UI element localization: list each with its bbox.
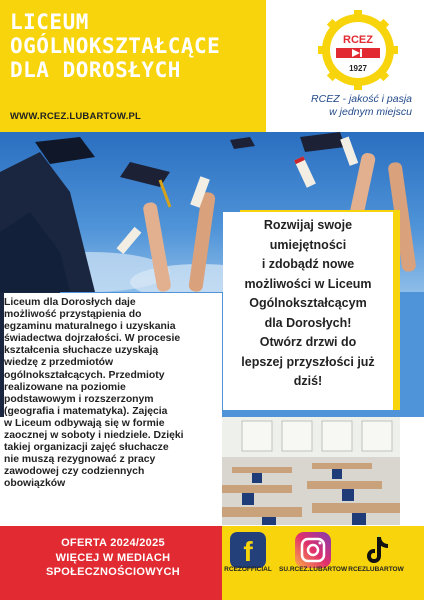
diode-icon <box>336 48 380 58</box>
callout-line: i zdobądź nowe <box>261 257 355 271</box>
offer-line: SPOŁECZNOŚCIOWYCH <box>45 566 181 578</box>
description-line: (geografia i matematyka). Zajęcia <box>4 405 168 417</box>
tagline-line: w jednym miejscu <box>329 106 412 118</box>
logo-year: 1927 <box>349 64 367 73</box>
description-line: świadectwa dojrzałości. W procesie <box>4 333 181 345</box>
offer-line: WIĘCEJ W MEDIACH <box>55 551 171 564</box>
instagram-icon[interactable] <box>295 532 331 568</box>
description-line: w Liceum odbywają się w formie <box>4 417 165 429</box>
callout-line: możliwości w Liceum <box>244 276 372 291</box>
description-line: kształcenia słuchacze uzyskają <box>4 345 159 357</box>
title-line: DLA DOROSŁYCH <box>10 58 181 82</box>
description-line: egzaminu maturalnego i uzyskania <box>4 321 176 333</box>
title-line: LICEUM <box>10 10 89 34</box>
callout-line: Otwórz drzwi do <box>259 335 357 349</box>
description-line: realizowane na poziomie <box>4 381 126 393</box>
offer-line: OFERTA 2024/2025 <box>61 537 165 549</box>
description-line: obowiązków <box>4 478 66 490</box>
page-title <box>10 10 260 82</box>
rcez-logo <box>318 10 398 90</box>
tagline <box>262 93 412 119</box>
svg-text:f: f <box>243 536 253 567</box>
description-line: podstawowym i rozszerzonym <box>4 393 154 405</box>
description-line: Liceum dla Dorosłych daje <box>4 297 136 308</box>
description-line: zawodowej czy codziennych <box>4 466 145 478</box>
callout-line: Rozwijaj swoje <box>263 218 353 232</box>
callout-line: umiejętności <box>269 237 347 252</box>
offer-text <box>8 536 218 580</box>
description-line: takiej organizacji zajęć słuchacze <box>4 442 169 454</box>
callout-line: Ogólnokształcącym <box>249 296 367 310</box>
description-line: ogólnokształcących. Przedmioty <box>4 369 165 381</box>
tiktok-label[interactable]: RCEZLUBARTOW <box>348 566 404 573</box>
description-text <box>4 293 222 526</box>
description-line: możliwość przystąpienia do <box>4 309 142 321</box>
classroom-photo <box>222 417 400 525</box>
callout-line: dla Dorosłych! <box>264 315 352 330</box>
tiktok-icon[interactable] <box>358 532 394 568</box>
website-link[interactable]: WWW.RCEZ.LUBARTOW.PL <box>10 111 142 122</box>
logo-text: RCEZ <box>343 34 373 46</box>
callout-line: lepszej przyszłości już <box>241 354 375 369</box>
title-line: OGÓLNOKSZTAŁCĄCE <box>10 34 221 58</box>
tagline-line: RCEZ - jakość i pasja <box>311 93 412 105</box>
description-line: zaocznej w soboty i niedziele. Dzięki <box>4 430 184 442</box>
description-line: wiedzę z przedmiotów <box>4 357 114 369</box>
description-line: nie muszą rezygnować z pracy <box>4 454 156 466</box>
facebook-icon[interactable] <box>230 532 266 568</box>
facebook-label[interactable]: RCEZOFFICIAL <box>224 566 272 573</box>
callout-line: dziś! <box>293 374 323 388</box>
callout-text <box>228 216 388 392</box>
instagram-label[interactable]: SU.RCEZ.LUBARTOW <box>279 566 348 573</box>
